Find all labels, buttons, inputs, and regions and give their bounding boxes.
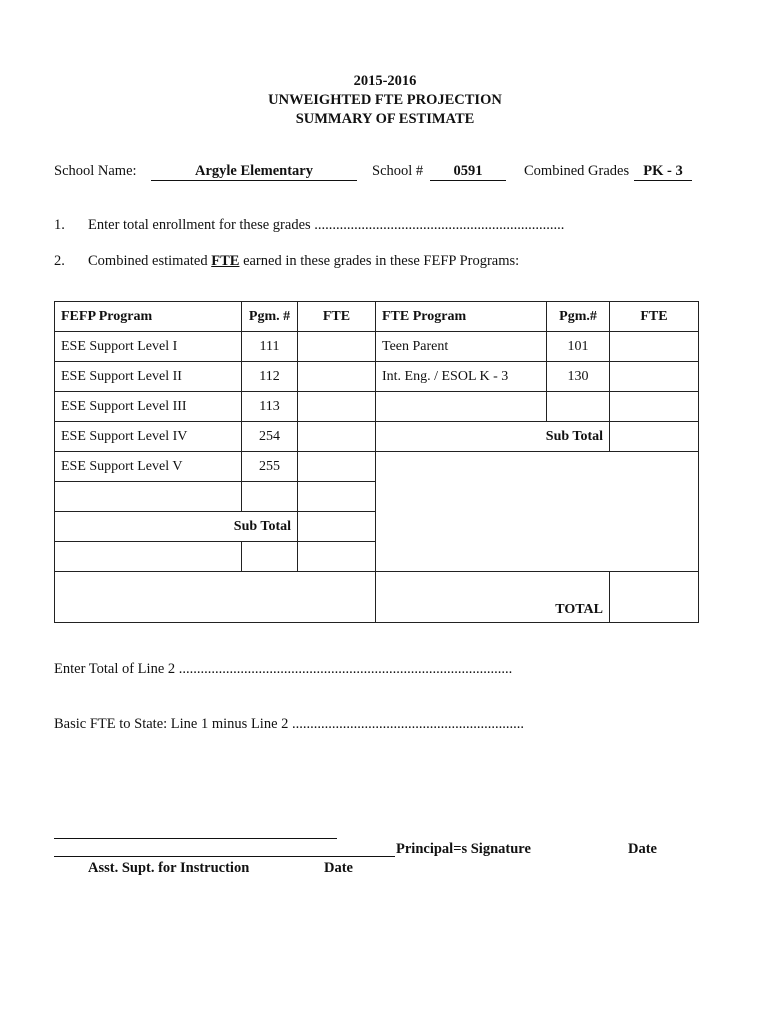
pgm-cell: 112: [242, 362, 298, 392]
asst-supt-date-label: Date: [324, 860, 353, 876]
form-title: UNWEIGHTED FTE PROJECTION: [268, 92, 502, 108]
form-year: 2015-2016: [353, 73, 417, 89]
school-name-field[interactable]: Argyle Elementary: [151, 163, 357, 181]
table-row: [55, 332, 699, 362]
asst-supt-label: Asst. Supt. for Instruction: [88, 860, 250, 876]
principal-date-label: Date: [628, 841, 657, 857]
blank-cell[interactable]: [376, 392, 547, 422]
item-2-text: [88, 253, 519, 270]
fte-input-cell[interactable]: [298, 482, 376, 512]
fte-input-cell[interactable]: [298, 392, 376, 422]
school-number-field[interactable]: 0591: [430, 163, 506, 181]
right-subtotal-input[interactable]: [610, 422, 699, 452]
item-2-post: earned in these grades in these FEFP Programs:: [239, 253, 520, 269]
pgm-cell: 130: [547, 362, 610, 392]
pgm-cell: 111: [242, 332, 298, 362]
table-row: [55, 452, 699, 482]
pgm-cell: 254: [242, 422, 298, 452]
right-blank-area: [376, 452, 699, 572]
table-header-row: [55, 302, 699, 332]
blank-cell[interactable]: [55, 482, 242, 512]
total-input[interactable]: [610, 572, 699, 623]
header-fte-program: FTE Program: [376, 302, 547, 332]
right-subtotal-label: Sub Total: [376, 422, 610, 452]
item-1-text: Enter total enrollment for these grades .....................................................................: [88, 217, 565, 233]
blank-cell[interactable]: [298, 542, 376, 572]
header-fte: FTE: [298, 302, 376, 332]
basic-fte-line: Basic FTE to State: Line 1 minus Line 2 ................................................................: [54, 716, 525, 732]
fte-input-cell[interactable]: [298, 362, 376, 392]
combined-grades-label: Combined Grades: [524, 163, 630, 179]
combined-grades-field[interactable]: PK - 3: [634, 163, 692, 181]
form-subtitle: SUMMARY OF ESTIMATE: [295, 111, 475, 127]
header-pgm-number-2: Pgm.#: [547, 302, 610, 332]
header-pgm-number: Pgm. #: [242, 302, 298, 332]
program-cell: Teen Parent: [376, 332, 547, 362]
principal-signature-line[interactable]: [54, 856, 395, 857]
fte-input-cell[interactable]: [610, 332, 699, 362]
blank-cell[interactable]: [242, 482, 298, 512]
item-2-pre: Combined estimated: [88, 253, 212, 269]
program-cell: Int. Eng. / ESOL K - 3: [376, 362, 547, 392]
principal-signature-label: Principal=s Signature: [396, 841, 531, 857]
program-cell: ESE Support Level V: [55, 452, 242, 482]
total-blank-area: [55, 572, 376, 623]
blank-cell[interactable]: [242, 542, 298, 572]
header-fefp-program: FEFP Program: [55, 302, 242, 332]
item-2-fte: FTE: [211, 253, 240, 269]
left-subtotal-input[interactable]: [298, 512, 376, 542]
blank-cell[interactable]: [547, 392, 610, 422]
left-subtotal-label: Sub Total: [55, 512, 298, 542]
program-cell: ESE Support Level II: [55, 362, 242, 392]
pgm-cell: 113: [242, 392, 298, 422]
fte-input-cell[interactable]: [298, 422, 376, 452]
item-1-number: 1.: [54, 217, 65, 233]
table-row: [55, 362, 699, 392]
fefp-program-table: [54, 301, 699, 623]
total-row: [55, 572, 699, 623]
fte-input-cell[interactable]: [610, 392, 699, 422]
program-cell: ESE Support Level III: [55, 392, 242, 422]
fte-input-cell[interactable]: [610, 362, 699, 392]
program-cell: ESE Support Level I: [55, 332, 242, 362]
table-row: [55, 392, 699, 422]
fte-input-cell[interactable]: [298, 452, 376, 482]
enter-total-line-2: Enter Total of Line 2 ............................................................................................: [54, 661, 513, 677]
header-fte-2: FTE: [610, 302, 699, 332]
fte-input-cell[interactable]: [298, 332, 376, 362]
program-cell: ESE Support Level IV: [55, 422, 242, 452]
pgm-cell: 255: [242, 452, 298, 482]
total-label: TOTAL: [376, 572, 610, 623]
school-number-label: School #: [372, 163, 424, 179]
table-row: [55, 422, 699, 452]
school-name-label: School Name:: [54, 163, 137, 179]
pgm-cell: 101: [547, 332, 610, 362]
blank-cell[interactable]: [55, 542, 242, 572]
item-2-number: 2.: [54, 253, 65, 269]
signature-line-top: [54, 838, 337, 839]
